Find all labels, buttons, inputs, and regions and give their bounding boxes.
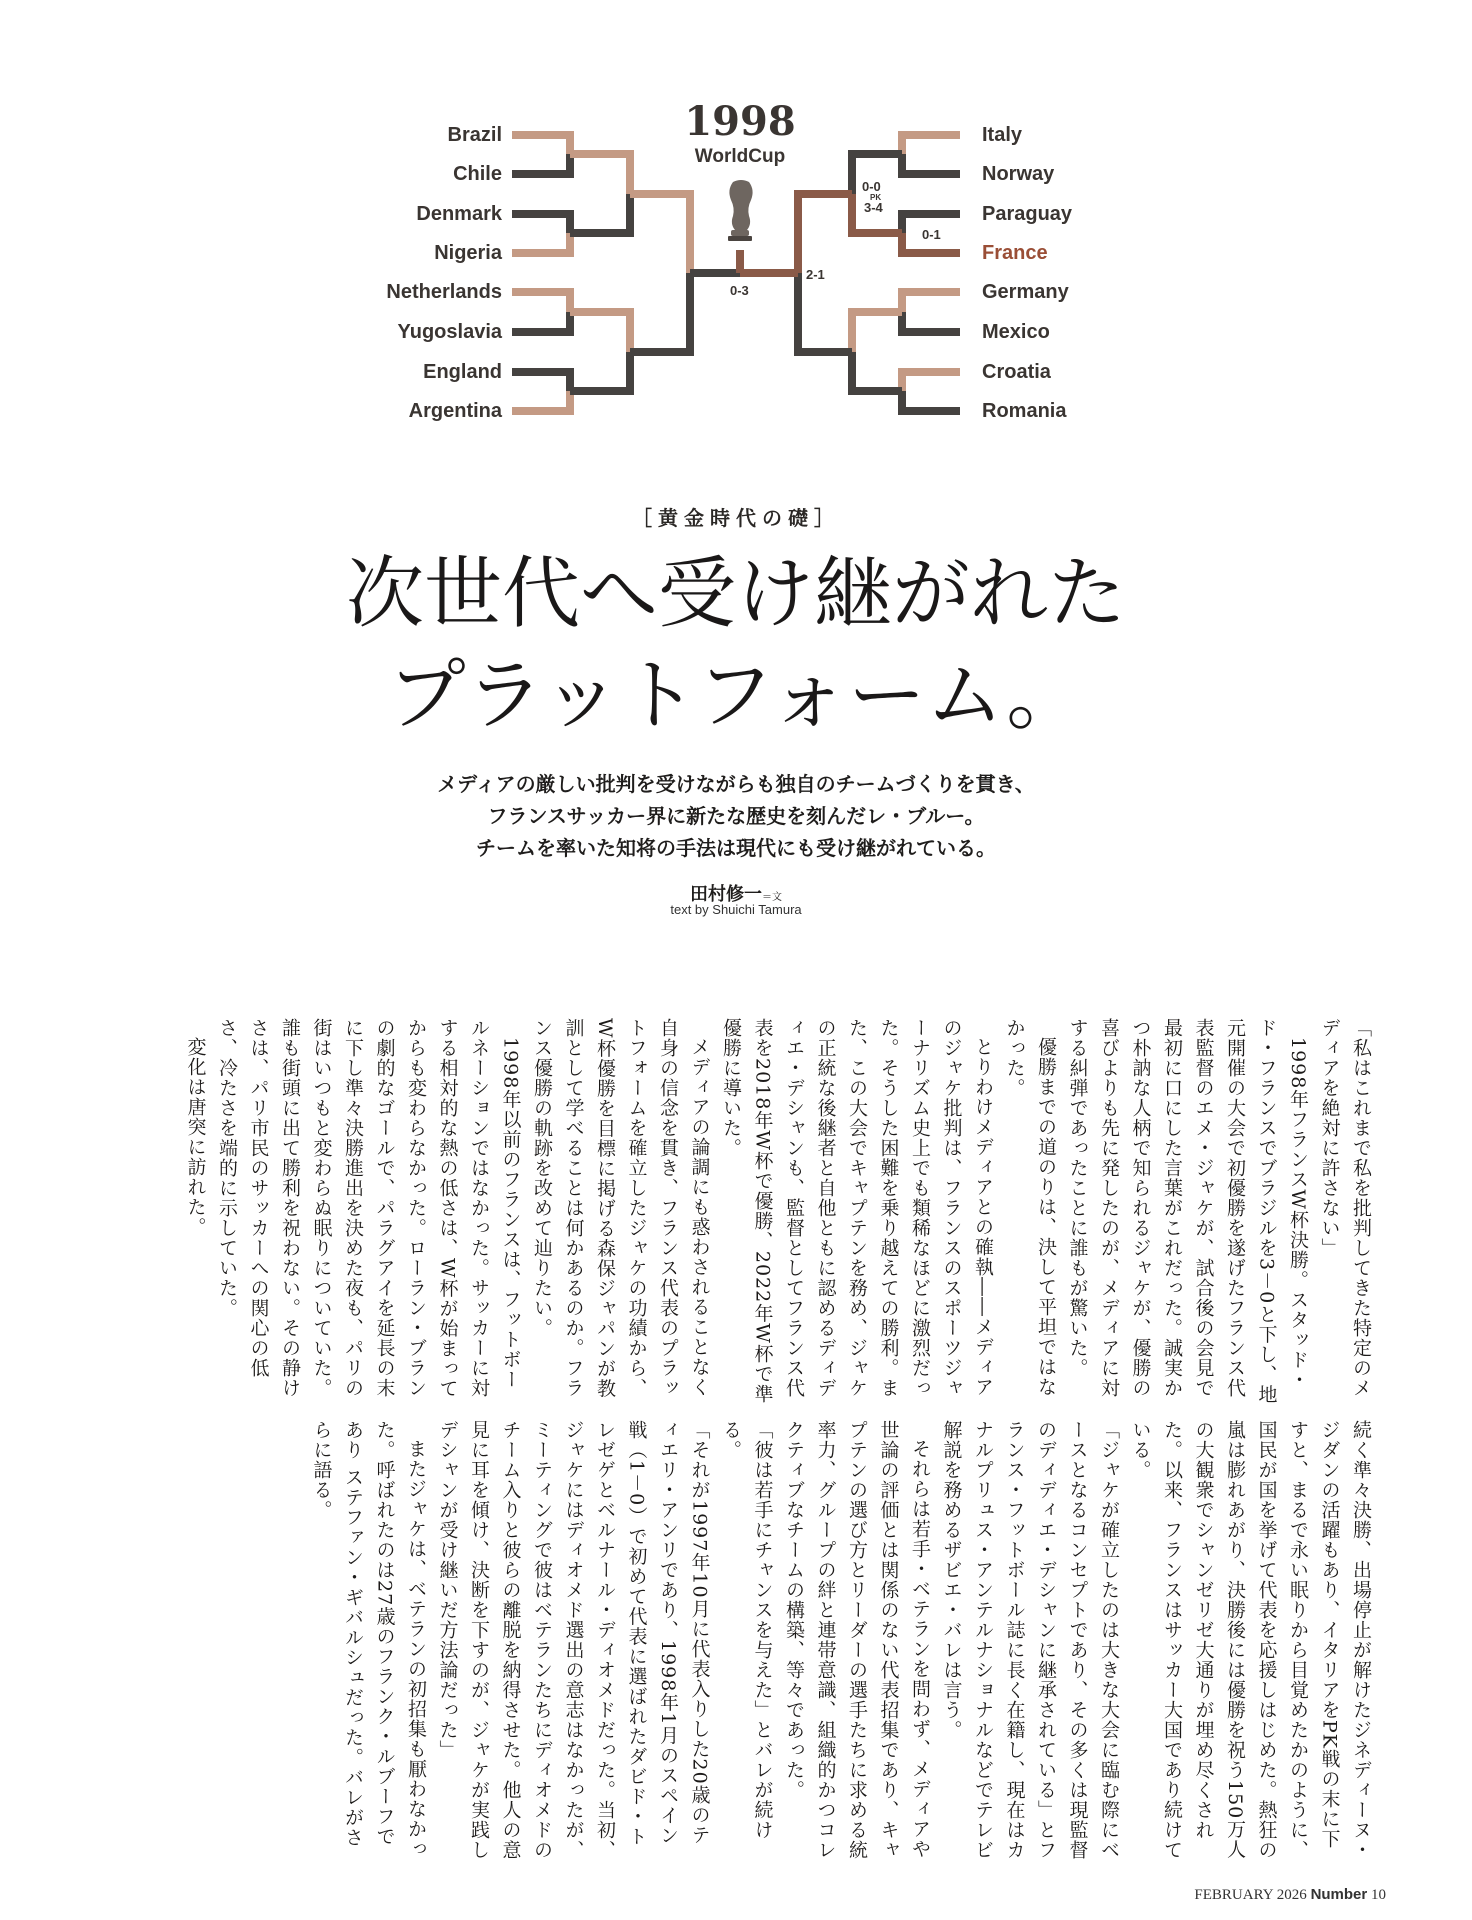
page-folio bbox=[1194, 1886, 1386, 1904]
bracket-line-mexico bbox=[902, 312, 960, 332]
bracket-line-qf-l2 bbox=[570, 194, 630, 233]
world-cup-trophy-icon bbox=[728, 180, 753, 241]
bracket-line-argentina bbox=[512, 391, 570, 411]
paragraph: 1998年以前のフランスは、フットボールネーションではなかった。サッカーに対する相対的な熱の低さは、W杯が始まってからも変わらなかった。ローラン・ブランの劇的なゴールで、パラグアイを延長の末に下し準々決勝進出を決めた夜も、パリの街はいつもと変わらぬ眠りについていた。誰も街頭に出て勝利を祝わない。その静けさは、パリ市民のサッカーへの関心の低さ、冷たさを端的に示していた。 bbox=[216, 1018, 522, 1399]
bracket-line-england bbox=[512, 372, 570, 391]
bracket-line-qf-r3 bbox=[852, 312, 902, 352]
bracket-line-nigeria bbox=[512, 233, 570, 253]
team-paraguay: Paraguay bbox=[982, 203, 1073, 225]
headline-line-1: 次世代へ受け継がれた bbox=[345, 549, 1126, 639]
score-pk-label: PK bbox=[870, 193, 882, 202]
lead-line-1: メディアの厳しい批判を受けながらも独自のチームづくりを貫き、 bbox=[437, 772, 1035, 796]
bracket-line-qf-l1 bbox=[570, 154, 630, 194]
folio-brand: Number bbox=[1310, 1886, 1368, 1903]
bracket-line-croatia bbox=[902, 372, 960, 391]
bracket-line-sf-l1 bbox=[630, 194, 690, 273]
bracket-line-brazil bbox=[512, 135, 570, 154]
article-body-upper bbox=[100, 1018, 1376, 1408]
team-brazil: Brazil bbox=[447, 124, 502, 146]
team-france: France bbox=[982, 242, 1048, 264]
paragraph: 変化は唐突に訪れた。 bbox=[184, 1037, 207, 1237]
bracket-line-sf-r2 bbox=[798, 273, 852, 352]
bracket-line-denmark bbox=[512, 214, 570, 233]
team-denmark: Denmark bbox=[416, 203, 502, 225]
headline-line-2: プラットフォーム。 bbox=[387, 651, 1085, 741]
team-netherlands: Netherlands bbox=[386, 281, 502, 303]
score-semi-right: 2-1 bbox=[806, 267, 825, 282]
paragraph: それらは若手・ベテランを問わず、メディアや世論の評価とは関係のない代表招集であり、キャプテンの選び方とリーダーの選手たちに求める統率力、グループの絆と連帯意識、組織的かつコレクティブなチームの構築、等々であった。 bbox=[783, 1420, 931, 1860]
team-croatia: Croatia bbox=[982, 361, 1051, 383]
lead-line-2: フランスサッカー界に新たな歴史を刻んだレ・ブルー。 bbox=[487, 804, 985, 828]
team-italy: Italy bbox=[982, 124, 1023, 146]
bracket-line-qf-l4 bbox=[570, 352, 630, 391]
article-body-lower bbox=[100, 1420, 1376, 1860]
folio-month: FEBRUARY 2026 bbox=[1194, 1887, 1307, 1903]
bracket-line-qf-r4 bbox=[852, 352, 902, 391]
paragraph: 1998年フランスW杯決勝。スタッド・ド・フランスでブラジルを3－0と下し、地元開催の大会で初優勝を遂げたフランス代表監督のエメ・ジャケが、試合後の会見で最初に口にした言葉がこれだった。誠実かつ朴訥な人柄で知られるジャケが、優勝の喜びよりも先に発したのが、メディアに対する糾弾であったことに誰もが驚いた。 bbox=[1066, 1018, 1309, 1405]
bracket-line-chile bbox=[512, 154, 570, 174]
bracket-year: 1998 bbox=[684, 98, 796, 145]
paragraph: 優勝までの道のりは、決して平坦ではなかった。 bbox=[1003, 1018, 1057, 1397]
team-mexico: Mexico bbox=[982, 321, 1050, 343]
bracket-line-qf-l3 bbox=[570, 312, 630, 352]
bracket-line-romania bbox=[902, 391, 960, 411]
team-england: England bbox=[423, 361, 502, 383]
kicker: ［黄金時代の礎］ bbox=[632, 506, 840, 530]
score-pk-result: 3-4 bbox=[864, 200, 883, 215]
paragraph: 「彼は若手にチャンスを与えた」とバレが続ける。 bbox=[720, 1420, 774, 1840]
author-suffix: ＝文 bbox=[762, 892, 782, 903]
paragraph: 「私はこれまで私を批判してきた特定のメディアを絶対に許さない」 bbox=[1318, 1018, 1372, 1398]
author-name: 田村修一 bbox=[690, 884, 762, 905]
bracket-line-italy bbox=[902, 135, 960, 154]
folio-page: 10 bbox=[1371, 1887, 1386, 1903]
paragraph: 「それが1997年10月に代表入りした20歳のティエリ・アンリであり、1998年1月のスペイン戦（1－0）で初めて代表に選ばれたダビド・トレゼゲとベルナール・ディオメドだった。当初、ジャケにはディオメド選出の意志はなかったが、ミーティングで彼はベテランたちにディオメドのチーム入りと彼らの離脱を納得させた。他人の意見に耳を傾け、決断を下すのが、ジャケが実践しデシャンが受け継いだ方法論だった」 bbox=[436, 1420, 711, 1860]
team-chile: Chile bbox=[453, 163, 502, 185]
team-argentina: Argentina bbox=[408, 400, 502, 422]
bracket-title: WorldCup bbox=[694, 146, 786, 167]
tournament-bracket bbox=[0, 0, 1472, 440]
team-yugoslavia: Yugoslavia bbox=[397, 321, 502, 343]
paragraph: またジャケは、ベテランの初招集も厭わなかった。呼ばれたのは27歳のフランク・ルブーフであり ステファン・ギバルシュだった。バレがさらに語る。 bbox=[310, 1420, 427, 1859]
bracket-line-germany bbox=[902, 292, 960, 312]
bracket-line-norway bbox=[902, 154, 960, 174]
author-byline-en: text by Shuichi Tamura bbox=[670, 902, 802, 917]
score-qf-right-top: 0-0 bbox=[862, 179, 881, 194]
bracket-line-yugoslavia bbox=[512, 312, 570, 332]
score-final: 0-3 bbox=[730, 283, 749, 298]
team-romania: Romania bbox=[982, 400, 1067, 422]
bracket-line-netherlands bbox=[512, 292, 570, 312]
lead-line-3: チームを率いた知将の手法は現代にも受け継がれている。 bbox=[476, 836, 996, 860]
team-nigeria: Nigeria bbox=[434, 242, 502, 264]
team-norway: Norway bbox=[982, 163, 1055, 185]
bracket-line-sf-l2 bbox=[630, 273, 690, 352]
paragraph: とりわけメディアとの確執――メディアのジャケ批判は、フランスのスポーツジャーナリズム史上でも類稀なほどに激烈だった。そうした困難を乗り越えての勝利。また、この大会でキャプテンを務め、ジャケの正統な後継者と自他ともに認めるディディエ・デシャンも、監督としてフランス代表を2018年W杯で優勝、2022年W杯で準優勝に導いた。 bbox=[720, 1018, 994, 1404]
paragraph: 「ジャケが確立したのは大きな大会に臨む際にベースとなるコンセプトであり、その多くは現監督のディディエ・デシャンに継承されている」とフランス・フットボール誌に長く在籍し、現在はカナルプリュス・アンテルナショナルなどでテレビ解説を務めるザビエ・バレは言う。 bbox=[940, 1420, 1120, 1860]
team-germany: Germany bbox=[982, 281, 1069, 303]
paragraph: メディアの論調にも惑わされることなく自身の信念を貫き、フランス代表のプラットフォームを確立したジャケの功績から、W杯優勝を目標に掲げる森保ジャパンが教訓として学べることは何かあるのか。フランス優勝の軌跡を改めて辿りたい。 bbox=[531, 1018, 711, 1399]
paragraph: 続く準々決勝、出場停止が解けたジネディーヌ・ジダンの活躍もあり、イタリアをPK戦の末に下すと、まるで永い眠りから目覚めたかのように、国民が国を挙げて代表を応援しはじめた。熱狂の嵐は膨れあがり、決勝後には優勝を祝う150万人の大観衆でシャンゼリゼ大通りが埋め尽くされた。以来、フランスはサッカー大国であり続けている。 bbox=[1129, 1420, 1372, 1860]
bracket-line-sf-r1 bbox=[798, 194, 852, 273]
score-r16-right: 0-1 bbox=[922, 227, 941, 242]
